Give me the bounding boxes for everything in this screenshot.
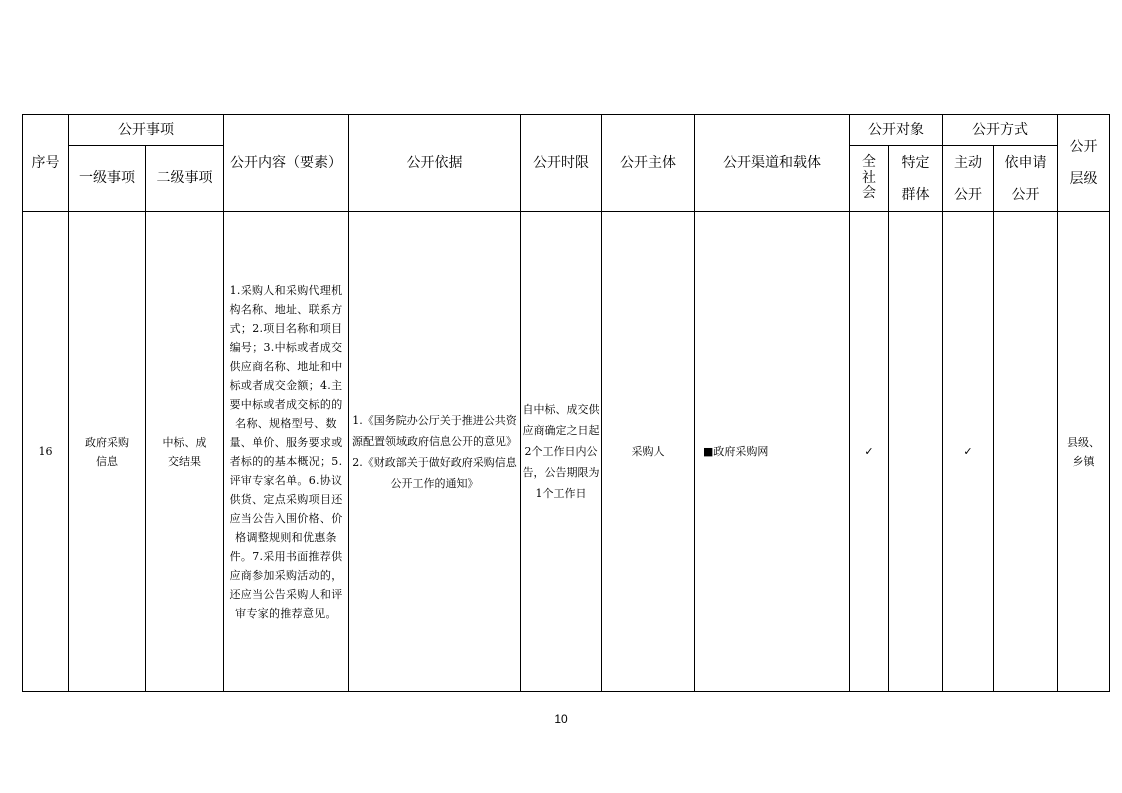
disclosure-table: [22, 114, 1110, 692]
header-on-request: [994, 146, 1058, 212]
cell-specific-group-check: [889, 212, 943, 692]
cell-basis: 1.《国务院办公厅关于推进公共资源配置领域政府信息公开的意见》 2.《财政部关于做好政府采购信息公开工作的通知》: [349, 212, 521, 692]
page-number: 10: [554, 712, 568, 726]
table-row: [23, 212, 1110, 692]
header-basis: 公开依据: [349, 115, 521, 212]
header-content: 公开内容（要素）: [224, 115, 349, 212]
header-active: [943, 146, 994, 212]
header-seq: 序号: [23, 115, 69, 212]
header-time-limit: 公开时限: [521, 115, 602, 212]
header-method: 公开方式: [943, 115, 1058, 146]
header-matters: 公开事项: [69, 115, 224, 146]
cell-channel: ■政府采购网: [695, 212, 850, 692]
cell-whole-society-check: ✓: [850, 212, 889, 692]
header-specific-group-label: 特定群体: [901, 154, 930, 203]
header-channel: 公开渠道和载体: [695, 115, 850, 212]
cell-seq: 16: [23, 212, 69, 692]
header-tier: [1058, 115, 1110, 212]
header-tier-label: 公开层级: [1069, 139, 1098, 187]
header-subject: 公开主体: [602, 115, 695, 212]
cell-on-request-check: [994, 212, 1058, 692]
cell-time-limit: 自中标、成交供应商确定之日起2个工作日内公告，公告期限为1个工作日: [521, 212, 602, 692]
cell-level1: 政府采购信息: [69, 212, 146, 692]
header-on-request-label: 依申请公开: [1004, 154, 1047, 203]
header-audience: 公开对象: [850, 115, 943, 146]
header-whole-society: [850, 146, 889, 212]
header-whole-society-label: 全社会: [862, 154, 876, 201]
header-active-label: 主动公开: [954, 154, 982, 203]
cell-level2: 中标、成交结果: [146, 212, 224, 692]
header-level1: 一级事项: [69, 146, 146, 212]
cell-tier: 县级、乡镇: [1058, 212, 1110, 692]
cell-content: 1.采购人和采购代理机构名称、地址、联系方式；2.项目名称和项目编号；3.中标或者成交供应商名称、地址和中标或者成交金额；4.主要中标或者成交标的的名称、规格型号、数量、单价、服务要求或者标的的基本概况；5.评审专家名单。6.协议供货、定点采购项目还应当公告入围价格、价格调整规则和优惠条件。7.采用书面推荐供应商参加采购活动的，还应当公告采购人和评审专家的推荐意见。: [224, 212, 349, 692]
cell-subject: 采购人: [602, 212, 695, 692]
header-level2: 二级事项: [146, 146, 224, 212]
header-specific-group: [889, 146, 943, 212]
cell-active-check: ✓: [943, 212, 994, 692]
